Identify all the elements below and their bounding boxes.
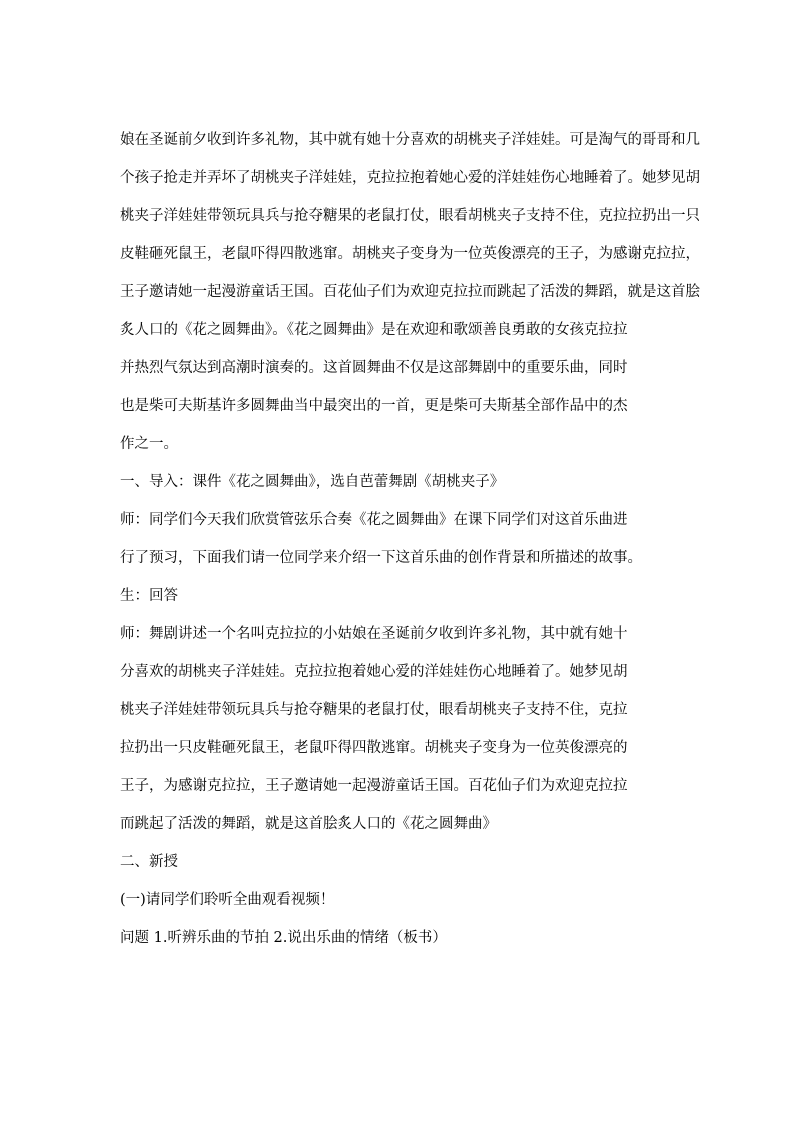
subsection-line: (一)请同学们聆听全曲观看视频！ [120,892,335,908]
teacher-line: 师：舞剧讲述一个名叫克拉拉的小姑娘在圣诞前夕收到许多礼物，其中就有她十 [120,626,628,642]
paragraph-line: 桃夹子洋娃娃带领玩具兵与抢夺糖果的老鼠打仗，眼看胡桃夹子支持不住，克拉拉扔出一只 [120,208,700,224]
teacher-line: 师：同学们今天我们欣赏管弦乐合奏《花之圆舞曲》在课下同学们对这首乐曲进 [120,512,628,528]
paragraph-line: 皮鞋砸死鼠王，老鼠吓得四散逃窜。胡桃夹子变身为一位英俊漂亮的王子，为感谢克拉拉， [120,246,700,262]
section-heading-new-lesson: 二、新授 [120,854,178,870]
section-heading-intro: 一、导入：课件《花之圆舞曲》，选自芭蕾舞剧《胡桃夹子》 [120,474,505,490]
paragraph-line: 并热烈气氛达到高潮时演奏的。这首圆舞曲不仅是这部舞剧中的重要乐曲，同时 [120,360,628,376]
teacher-line: 行了预习，下面我们请一位同学来介绍一下这首乐曲的创作背景和所描述的故事。 [120,550,642,566]
paragraph-line: 娘在圣诞前夕收到许多礼物，其中就有她十分喜欢的胡桃夹子洋娃娃。可是淘气的哥哥和几 [120,132,700,148]
paragraph-line: 作之一。 [120,436,178,452]
teacher-line: 王子，为感谢克拉拉，王子邀请她一起漫游童话王国。百花仙子们为欢迎克拉拉 [120,778,628,794]
teacher-line: 分喜欢的胡桃夹子洋娃娃。克拉拉抱着她心爱的洋娃娃伤心地睡着了。她梦见胡 [120,664,628,680]
teacher-line: 桃夹子洋娃娃带领玩具兵与抢夺糖果的老鼠打仗，眼看胡桃夹子支持不住，克拉 [120,702,628,718]
paragraph-line: 个孩子抢走并弄坏了胡桃夹子洋娃娃，克拉拉抱着她心爱的洋娃娃伤心地睡着了。她梦见胡 [120,170,700,186]
student-line: 生：回答 [120,588,178,604]
teacher-line: 而跳起了活泼的舞蹈，就是这首脍炙人口的《花之圆舞曲》 [120,816,497,832]
question-line: 问题 1.听辨乐曲的节拍 2.说出乐曲的情绪（板书） [120,930,447,946]
paragraph-line: 也是柴可夫斯基许多圆舞曲当中最突出的一首，更是柴可夫斯基全部作品中的杰 [120,398,628,414]
paragraph-line: 王子邀请她一起漫游童话王国。百花仙子们为欢迎克拉拉而跳起了活泼的舞蹈，就是这首脍 [120,284,700,300]
teacher-line: 拉扔出一只皮鞋砸死鼠王，老鼠吓得四散逃窜。胡桃夹子变身为一位英俊漂亮的 [120,740,628,756]
paragraph-line: 炙人口的《花之圆舞曲》。《花之圆舞曲》是在欢迎和歌颂善良勇敢的女孩克拉拉 [120,322,628,338]
